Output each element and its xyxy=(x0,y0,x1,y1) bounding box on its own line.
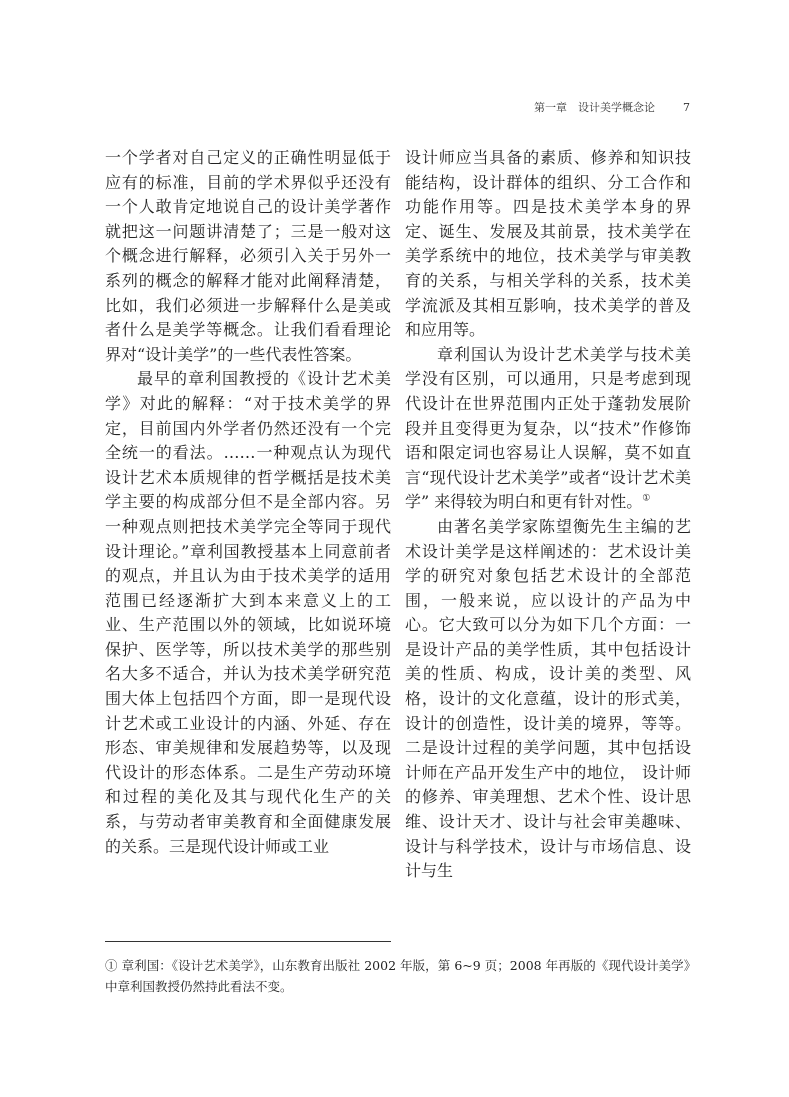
body-paragraph: 一个学者对自己定义的正确性明显低于应有的标准，目前的学术界似乎还没有一个人敢肯定地说自己的设计美学著作就把这一问题讲清楚了；三是一般对这个概念进行解释，必须引入关于另外一系列的概念的解释才能对此阐释清楚，比如，我们必须进一步解释什么是美或者什么是美学等概念。让我们看看理论界对“设计美学”的一些代表性答案。 xyxy=(105,148,391,364)
left-column xyxy=(105,146,391,859)
body-paragraph: 最早的章利国教授的《设计艺术美学》对此的解释：“对于技术美学的界定，目前国内外学者仍然还没有一个完全统一的看法。……一种观点认为现代设计艺术本质规律的哲学概括是技术美学主要的构成部分但不是全部内容。另一种观点则把技术美学完全等同于现代设计理论。”章利国教授基本上同意前者的观点，并且认为由于技术美学的适用范围已经逐渐扩大到本来意义上的工业、生产范围以外的领域，比如说环境保护、医学等，所以技术美学的那些别名大多不适合，并认为技术美学研究范围大体上包括四个方面，即一是现代设计艺术或工业设计的内涵、外延、存在形态、审美规律和发展趋势等，以及现代设计的形态体系。二是生产劳动环境和过程的美化及其与现代化生产的关系，与劳动者审美教育和全面健康发展的关系。三是现代设计师或工业 xyxy=(105,369,391,856)
chapter-title: 第一章 设计美学概念论 xyxy=(534,101,655,114)
footnote-reference: ① xyxy=(642,493,651,504)
running-header xyxy=(500,99,690,115)
right-column xyxy=(405,146,691,884)
page-number: 7 xyxy=(683,101,690,114)
body-paragraph: 由著名美学家陈望衡先生主编的艺术设计美学是这样阐述的：艺术设计美学的研究对象包括艺术设计的全部范围，一般来说，应以设计的产品为中心。它大致可以分为如下几个方面：一是设计产品的美学性质，其中包括设计美的性质、构成，设计美的类型、风格，设计的文化意蕴，设计的形式美，设计的创造性，设计美的境界，等等。二是设计过程的美学问题，其中包括设计师在产品开发生产中的地位， 设计师的修养、审美理想、艺术个性、设计思维、设计天才、设计与社会审美趣味、设计与科学技术，设计与市场信息、设计与生 xyxy=(405,516,691,881)
body-paragraph xyxy=(405,343,691,515)
footnote-separator xyxy=(105,941,391,942)
body-paragraph: 设计师应当具备的素质、修养和知识技能结构，设计群体的组织、分工合作和功能作用等。四是技术美学本身的界定、诞生、发展及其前景，技术美学在美学系统中的地位，技术美学与审美教育的关系，与相关学科的关系，技术美学流派及其相互影响，技术美学的普及和应用等。 xyxy=(405,148,691,340)
paragraph-text: 章利国认为设计艺术美学与技术美学没有区别，可以通用，只是考虑到现代设计在世界范围内正处于蓬勃发展阶段并且变得更为复杂，以“技术”作修饰语和限定词也容易让人误解，莫不如直言“现代设计艺术美学”或者“设计艺术美学” 来得较为明白和更有针对性。 xyxy=(405,344,691,512)
footnote: ① 章利国：《设计艺术美学》，山东教育出版社 2002 年版，第 6~9 页；2008 年再版的《现代设计美学》中章利国教授仍然持此看法不变。 xyxy=(105,958,690,994)
